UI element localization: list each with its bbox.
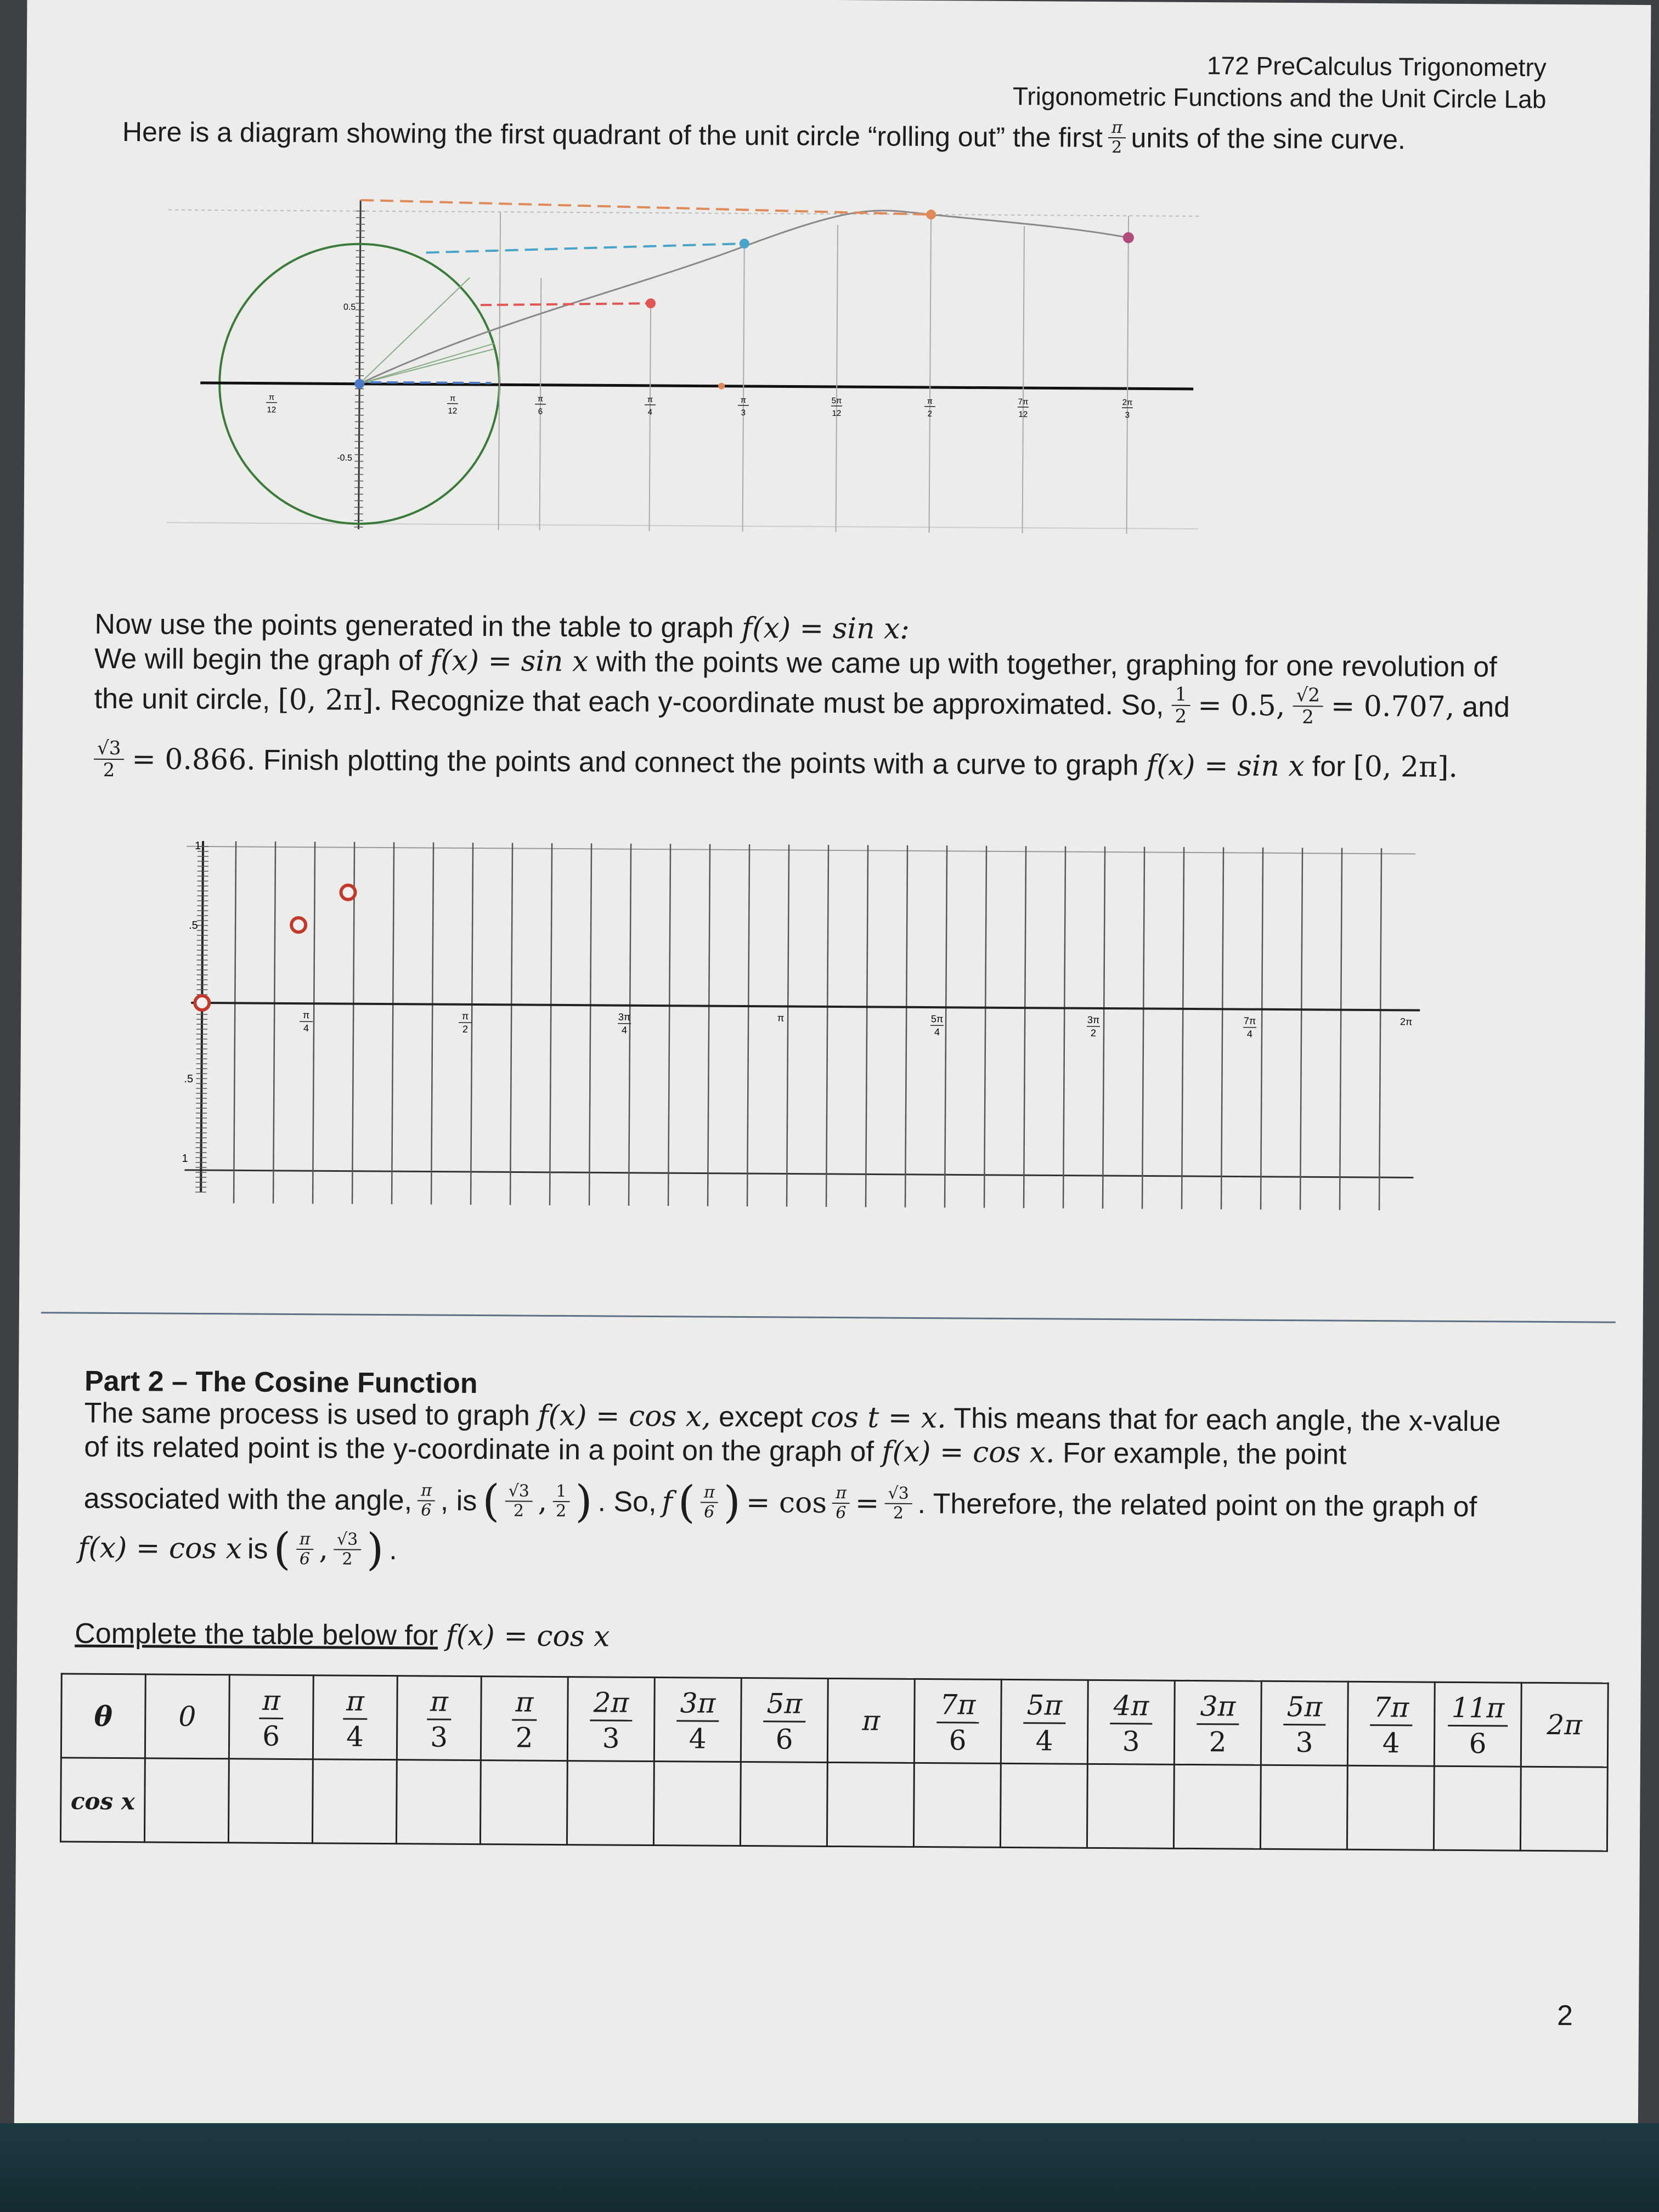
axis-point <box>718 383 725 390</box>
projection-dashed-orange <box>360 200 931 215</box>
x-axis <box>191 1003 1420 1011</box>
angle-numerator: π <box>427 1688 452 1720</box>
angle-fraction <box>1197 1692 1239 1756</box>
y-tick-label: -0.5 <box>337 453 352 463</box>
sine-point <box>646 298 656 308</box>
cos-value-cell[interactable] <box>1000 1763 1087 1848</box>
x-axis-labels <box>300 1009 1412 1040</box>
s1-l2-text-b: with the points we came up with together, graphing for one revolution of <box>596 646 1497 684</box>
angle-cell <box>1001 1679 1088 1764</box>
angle-cell <box>741 1678 828 1762</box>
angle-numerator: 2π <box>590 1689 632 1721</box>
plotted-point <box>341 885 355 900</box>
x-tick-label-num: π <box>461 1010 469 1022</box>
x-tick-label-den: 12 <box>448 406 458 416</box>
angle-denominator: 3 <box>602 1722 620 1754</box>
background-surface <box>0 2123 1659 2212</box>
gridline <box>313 842 315 1204</box>
gridline <box>1182 847 1184 1209</box>
gridline <box>1300 848 1302 1210</box>
gridline <box>668 844 670 1206</box>
cos-value-cell[interactable] <box>480 1760 567 1845</box>
angle-numerator: 3π <box>1197 1692 1239 1725</box>
sine-graph-grid <box>157 819 1432 1243</box>
angle-numerator: 7π <box>1370 1694 1412 1726</box>
angle-value: 2π <box>1547 1708 1583 1741</box>
s1-frac-half: $\frac{1}{2}$ <box>1171 685 1190 726</box>
plotted-point <box>195 996 209 1010</box>
angle-denominator: 2 <box>1209 1725 1227 1758</box>
x-tick-label-num: 5π <box>930 1013 944 1025</box>
sine-point <box>926 210 936 219</box>
radius-line <box>359 277 470 385</box>
angle-cell <box>1434 1682 1521 1767</box>
angle-denominator: 6 <box>775 1723 793 1756</box>
gridline <box>510 843 512 1205</box>
x-tick-label-num: π <box>302 1009 310 1021</box>
cos-value-cell[interactable] <box>1173 1764 1261 1849</box>
angle-numerator: 11π <box>1448 1694 1508 1726</box>
angle-value: 0 <box>178 1700 196 1733</box>
s1-l3-interval: [0, 2π]. <box>278 683 383 717</box>
angle-numerator: π <box>343 1687 368 1719</box>
section1-line3 <box>94 679 1510 728</box>
x-tick-label-den: 12 <box>1018 410 1028 420</box>
angle-cell <box>145 1674 229 1759</box>
gridline <box>1261 848 1263 1210</box>
angle-fraction <box>512 1685 537 1754</box>
x-tick-label-num: π <box>647 394 653 404</box>
cos-value-cell[interactable] <box>1434 1766 1521 1850</box>
angle-cell <box>914 1679 1001 1763</box>
table-row <box>61 1674 1608 1767</box>
x-tick-label-den: 4 <box>934 1026 940 1038</box>
gridline <box>234 841 236 1203</box>
section1-line4 <box>94 739 1458 788</box>
x-tick-label-num: 3π <box>1087 1014 1100 1025</box>
gridline <box>392 842 394 1204</box>
part2-line2: of its related point is the y-coordinate in a point on the graph of f(x) = cos x. For example, the point <box>84 1431 1347 1471</box>
angle-cell <box>1521 1683 1608 1767</box>
course-title: 172 PreCalculus Trigonometry <box>1206 51 1547 82</box>
angle-denominator: 4 <box>1382 1726 1400 1759</box>
part2-line1: The same process is used to graph f(x) = cos x, except cos t = x. This means that for each angle, the x-value <box>84 1397 1501 1438</box>
angle-fraction <box>427 1685 452 1753</box>
gridline <box>1103 847 1105 1209</box>
angle-fraction <box>1370 1691 1412 1759</box>
s1-value-root2: = 0.707, <box>1330 690 1455 724</box>
intro-fraction <box>1108 120 1126 156</box>
table-row <box>60 1758 1607 1851</box>
cos-value-cell[interactable] <box>396 1760 481 1844</box>
s1-l2-formula: f(x) = sin x <box>430 644 589 679</box>
s1-value-half: = 0.5, <box>1198 689 1285 723</box>
x-tick-label-den: 2 <box>1090 1027 1097 1039</box>
angle-cell <box>1087 1680 1175 1764</box>
x-tick-label-num: 5π <box>831 396 842 406</box>
gridline <box>273 842 275 1204</box>
cos-value-cell[interactable] <box>740 1762 827 1846</box>
y-axis <box>359 200 361 529</box>
x-tick-label-num: 7π <box>1018 397 1029 407</box>
x-tick-label-den: 3 <box>741 408 746 418</box>
s1-l4-text: Finish plotting the points and connect the points with a curve to graph <box>263 744 1139 782</box>
gridline <box>1340 848 1342 1210</box>
angle-fraction <box>1448 1691 1508 1759</box>
gridline <box>787 844 789 1206</box>
x-tick-label-num: 2π <box>1400 1016 1413 1028</box>
section1-line2 <box>94 642 1497 684</box>
angle-cell <box>1347 1681 1435 1766</box>
angle-numerator: π <box>512 1688 537 1720</box>
cosine-table <box>60 1673 1609 1852</box>
gridline <box>945 845 947 1207</box>
angle-denominator: 3 <box>430 1721 448 1753</box>
angle-denominator: 3 <box>1122 1725 1140 1757</box>
y-tick-label: 1 <box>182 1152 188 1165</box>
angle-denominator: 2 <box>515 1721 533 1754</box>
plotted-point <box>291 918 306 932</box>
projection-dashed-x <box>370 382 491 383</box>
angle-cell <box>654 1678 741 1762</box>
x-tick-label-den: 12 <box>832 408 842 419</box>
gridline <box>431 843 433 1205</box>
angle-fraction <box>1283 1690 1325 1758</box>
y-tick-label: 1 <box>194 839 201 852</box>
intro-text-b: units of the sine curve. <box>1131 122 1406 155</box>
x-tick-label-num: 2π <box>1122 398 1133 408</box>
gridline <box>747 844 749 1206</box>
x-tick-label-num: π <box>777 1012 785 1024</box>
vertical-gridlines <box>499 212 1129 534</box>
angle-denominator: 6 <box>949 1724 967 1757</box>
angle-denominator: 6 <box>1469 1727 1487 1759</box>
sine-point <box>1123 232 1134 243</box>
cos-value-cell[interactable] <box>567 1761 654 1846</box>
part2-title: Part 2 – The Cosine Function <box>84 1365 478 1400</box>
intro-sentence <box>122 114 1406 157</box>
vertical-gridlines <box>234 841 1381 1210</box>
x-tick-label-den: 12 <box>267 405 276 415</box>
gridline <box>1024 846 1026 1208</box>
cos-value-cell[interactable] <box>827 1762 914 1847</box>
angle-numerator: 5π <box>1283 1693 1325 1725</box>
angle-cell <box>481 1677 568 1761</box>
gridline <box>471 843 473 1205</box>
worksheet-page <box>14 0 1651 2134</box>
gridline <box>589 843 591 1205</box>
gridline <box>629 844 631 1206</box>
y-tick-label: .5 <box>184 1073 194 1085</box>
x-tick-label-den: 4 <box>647 407 653 417</box>
x-tick-label-num: 7π <box>1243 1015 1256 1026</box>
part2-line3: associated with the angle, $\frac{\pi}{6}$ , is ( $\frac{√3}{2}$ , $\frac{1}{2}$ ) . So, f ( $\frac{\pi}{6}$ ) = cos $\frac{\pi}{6}$ = $\frac{√3}{2}$ . Therefore, the related point on the graph of <box>83 1475 1477 1528</box>
row-label-theta: θ <box>61 1674 145 1758</box>
angle-numerator: π <box>259 1686 284 1719</box>
sine-point <box>740 239 749 249</box>
angle-cell <box>567 1677 654 1762</box>
angle-cell <box>1261 1681 1348 1765</box>
s1-frac-root2: $\frac{√2}{2}$ <box>1293 686 1323 726</box>
angle-fraction <box>936 1688 979 1757</box>
x-tick-label-den: 3 <box>1125 410 1130 420</box>
s1-value-root3: = 0.866. <box>132 743 256 777</box>
angle-cell <box>1174 1680 1261 1765</box>
angle-fraction <box>259 1686 284 1750</box>
angle-fraction <box>1110 1689 1152 1757</box>
grid-top <box>187 847 1415 854</box>
angle-numerator: 5π <box>763 1690 805 1722</box>
angle-numerator: 3π <box>676 1689 719 1722</box>
y-axis <box>201 841 203 1192</box>
table-caption: Complete the table below for f(x) = cos x <box>75 1617 610 1654</box>
angle-denominator: 3 <box>1295 1726 1313 1758</box>
s1-l4-interval: [0, 2π]. <box>1353 750 1458 784</box>
x-tick-label-den: 2 <box>462 1023 469 1035</box>
unit-circle-diagram <box>161 177 1216 568</box>
s1-l4-formula: f(x) = sin x <box>1146 749 1305 783</box>
s1-frac-root3: $\frac{√3}{2}$ <box>94 739 125 780</box>
intro-frac-num: π <box>1108 120 1126 138</box>
x-tick-label-num: π <box>927 397 933 407</box>
angle-numerator: 4π <box>1110 1692 1152 1724</box>
gridline <box>1379 848 1381 1210</box>
angle-denominator: 4 <box>1035 1724 1053 1757</box>
x-tick-label-num: π <box>268 392 275 402</box>
y-tick-label: .5 <box>189 919 198 932</box>
x-tick-label-den: 4 <box>621 1024 628 1036</box>
angle-denominator: 6 <box>262 1720 280 1752</box>
gridline <box>826 845 828 1207</box>
angle-fraction <box>676 1686 719 1755</box>
section-divider <box>41 1312 1616 1323</box>
s1-l4-for: for <box>1312 751 1346 783</box>
gridline <box>905 845 907 1207</box>
cos-value-cell[interactable] <box>653 1762 741 1846</box>
cos-value-cell[interactable] <box>1520 1767 1607 1851</box>
angle-numerator: 5π <box>1023 1691 1065 1724</box>
grid-bottom <box>184 1170 1413 1178</box>
gridline <box>1221 847 1223 1209</box>
x-tick-label-num: 3π <box>618 1011 631 1023</box>
lab-title: Trigonometric Functions and the Unit Circle Lab <box>1012 81 1547 114</box>
angle-fraction <box>343 1685 368 1753</box>
grid-bottom <box>167 523 1198 529</box>
x-tick-label-den: 6 <box>538 407 543 416</box>
s1-l3-text-a: the unit circle, <box>94 682 270 716</box>
row-label-cos: cos x <box>60 1758 145 1842</box>
angle-denominator: 4 <box>346 1720 364 1753</box>
gridline <box>1063 847 1065 1209</box>
radius-line <box>359 348 494 385</box>
intro-frac-den: 2 <box>1111 138 1122 157</box>
angle-numerator: 7π <box>936 1691 979 1723</box>
x-tick-label-den: 4 <box>1246 1028 1253 1040</box>
angle-cell <box>229 1675 313 1759</box>
x-tick-label-den: 4 <box>303 1023 309 1034</box>
angle-fraction <box>1023 1689 1065 1757</box>
x-tick-label-num: π <box>740 395 747 405</box>
angle-cell <box>827 1678 915 1763</box>
part2-line4: f(x) = cos x is ( $\frac{\pi}{6}$ , $\frac{√3}{2}$ ) . <box>78 1523 398 1576</box>
origin-point <box>354 379 364 389</box>
cos-value-cell[interactable] <box>1087 1764 1174 1848</box>
angle-cell <box>397 1676 481 1760</box>
gridline <box>866 845 868 1207</box>
gridline <box>550 843 552 1205</box>
gridline <box>708 844 710 1206</box>
projection-dashed-blue <box>426 241 744 255</box>
s1-and: and <box>1462 691 1510 724</box>
angle-cell <box>313 1675 397 1760</box>
y-tick-label: 0.5 <box>343 302 356 312</box>
s1-l1-text: Now use the points generated in the table to graph <box>94 608 734 644</box>
cos-value-cell[interactable] <box>913 1763 1001 1847</box>
gridline <box>984 846 986 1208</box>
x-tick-label-num: π <box>449 393 456 403</box>
angle-fraction <box>590 1686 632 1754</box>
x-axis <box>200 383 1193 389</box>
x-axis-labels <box>266 393 1133 420</box>
s1-l3-text-b: Recognize that each y-coordinate must be approximated. So, <box>390 685 1164 721</box>
cos-value-cell[interactable] <box>1347 1765 1434 1850</box>
grid-top <box>168 210 1200 216</box>
angle-value: π <box>862 1705 881 1737</box>
intro-text-a: Here is a diagram showing the first quadrant of the unit circle “rolling out” the first <box>122 116 1103 153</box>
angle-denominator: 4 <box>689 1722 707 1755</box>
s1-l2-text-a: We will begin the graph of <box>94 642 422 677</box>
cos-value-cell[interactable] <box>1260 1765 1347 1849</box>
angle-fraction <box>763 1687 805 1756</box>
cos-value-cell[interactable] <box>312 1759 397 1844</box>
page-number: 2 <box>1556 2000 1573 2032</box>
section1-line1 <box>94 610 910 644</box>
gridline <box>1142 847 1144 1209</box>
x-tick-label-num: π <box>537 394 544 404</box>
cos-value-cell[interactable] <box>144 1758 229 1843</box>
x-tick-label-den: 2 <box>927 409 933 419</box>
s1-l1-formula: f(x) = sin x: <box>741 611 910 646</box>
cos-value-cell[interactable] <box>228 1759 313 1843</box>
